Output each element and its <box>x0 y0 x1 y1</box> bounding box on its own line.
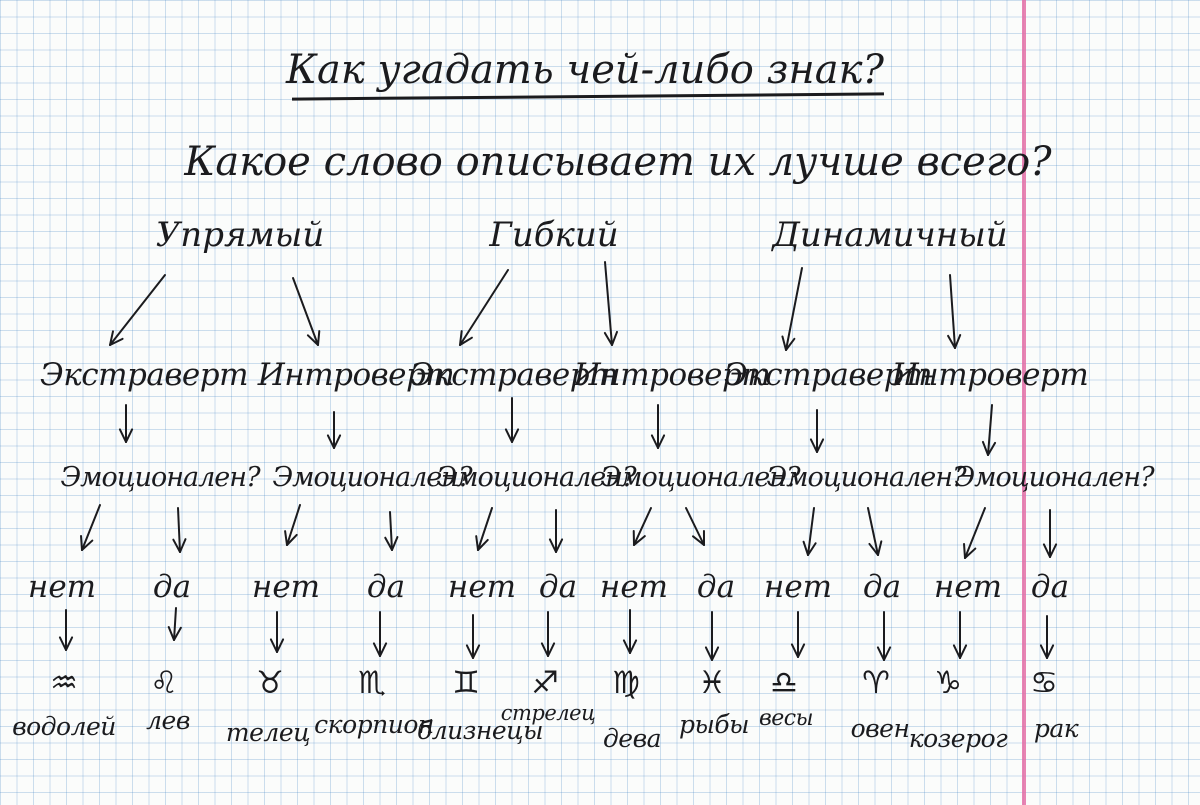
arrow-2 <box>460 270 508 345</box>
arrow-13 <box>173 508 185 552</box>
arrow-21 <box>868 508 881 555</box>
arrow-4 <box>782 268 802 350</box>
sign-aquarius: водолей <box>12 712 116 741</box>
answer-yes: да <box>862 569 902 605</box>
cancer-icon: ♋ <box>1030 665 1058 701</box>
answer-yes: да <box>1030 569 1070 605</box>
arrow-1 <box>293 278 319 345</box>
arrow-6 <box>120 405 132 442</box>
arrow-26 <box>271 612 283 652</box>
sign-cancer: рак <box>1033 714 1079 743</box>
answer-no: нет <box>27 569 97 605</box>
emotional-question: Эмоционален? <box>436 462 636 493</box>
arrow-0 <box>110 275 165 345</box>
answer-no: нет <box>763 569 833 605</box>
arrow-17 <box>550 510 562 552</box>
answer-no: нет <box>251 569 321 605</box>
emotional-question: Эмоционален? <box>272 462 472 493</box>
arrow-5 <box>948 275 960 348</box>
arrow-32 <box>792 612 804 657</box>
personality-extravert: Экстраверт <box>724 357 932 393</box>
sign-sagittarius: стрелец <box>500 701 596 725</box>
arrow-16 <box>476 508 492 550</box>
arrow-28 <box>467 615 479 658</box>
aquarius-icon: ♒ <box>50 665 78 701</box>
arrow-10 <box>811 410 823 452</box>
arrow-23 <box>1044 510 1056 557</box>
answer-yes: да <box>152 569 192 605</box>
scorpio-icon: ♏ <box>358 665 386 701</box>
sign-libra: весы <box>758 706 814 731</box>
sign-gemini: близнецы <box>417 716 543 745</box>
answer-yes: да <box>366 569 406 605</box>
sign-aries: овен <box>850 714 910 743</box>
gemini-icon: ♊ <box>452 665 480 701</box>
personality-extravert: Экстраверт <box>410 357 618 393</box>
sign-virgo: дева <box>602 724 662 753</box>
trait-flexible: Гибкий <box>489 215 619 255</box>
sagittarius-icon: ♐ <box>531 665 559 701</box>
question: Какое слово описывает их лучше всего? <box>184 139 1052 185</box>
personality-introvert: Интроверт <box>573 357 771 393</box>
arrow-22 <box>964 508 985 558</box>
arrow-11 <box>983 405 995 455</box>
leo-icon: ♌ <box>150 665 178 701</box>
arrow-33 <box>878 612 890 660</box>
answer-yes: да <box>538 569 578 605</box>
arrow-25 <box>169 608 181 640</box>
arrow-7 <box>328 412 340 448</box>
answer-yes: да <box>696 569 736 605</box>
personality-extravert: Экстраверт <box>40 357 248 393</box>
arrow-34 <box>954 612 966 658</box>
emotional-question: Эмоционален? <box>954 462 1154 493</box>
arrow-35 <box>1041 616 1053 658</box>
arrow-27 <box>374 612 386 656</box>
answer-no: нет <box>933 569 1003 605</box>
aries-icon: ♈ <box>862 665 890 701</box>
arrow-29 <box>542 612 554 656</box>
emotional-question: Эмоционален? <box>60 462 260 493</box>
answer-no: нет <box>447 569 517 605</box>
arrow-24 <box>60 610 72 650</box>
sign-capricorn: козерог <box>908 724 1008 753</box>
taurus-icon: ♉ <box>256 665 284 701</box>
sign-pisces: рыбы <box>679 710 749 739</box>
arrow-14 <box>285 505 300 545</box>
arrow-18 <box>634 508 651 545</box>
arrow-20 <box>804 508 816 555</box>
sign-leo: лев <box>146 706 190 735</box>
libra-icon: ♎ <box>770 665 798 701</box>
personality-introvert: Интроверт <box>257 357 455 393</box>
arrow-31 <box>706 612 718 660</box>
arrow-30 <box>624 610 636 653</box>
trait-stubborn: Упрямый <box>155 215 325 255</box>
sign-taurus: телец <box>225 718 311 747</box>
arrow-19 <box>686 508 704 545</box>
arrow-12 <box>81 505 100 550</box>
personality-introvert: Интроверт <box>891 357 1089 393</box>
emotional-question: Эмоционален? <box>600 462 800 493</box>
arrow-15 <box>385 512 397 550</box>
pisces-icon: ♓ <box>698 665 726 701</box>
arrow-8 <box>506 398 518 442</box>
arrow-9 <box>652 405 664 448</box>
emotional-question: Эмоционален? <box>766 462 966 493</box>
virgo-icon: ♍ <box>612 665 640 701</box>
capricorn-icon: ♑ <box>934 665 962 701</box>
answer-no: нет <box>599 569 669 605</box>
trait-dynamic: Динамичный <box>772 215 1008 255</box>
sign-scorpio: скорпион <box>314 710 434 739</box>
arrow-3 <box>605 262 617 345</box>
title: Как угадать чей-либо знак? <box>286 47 884 93</box>
